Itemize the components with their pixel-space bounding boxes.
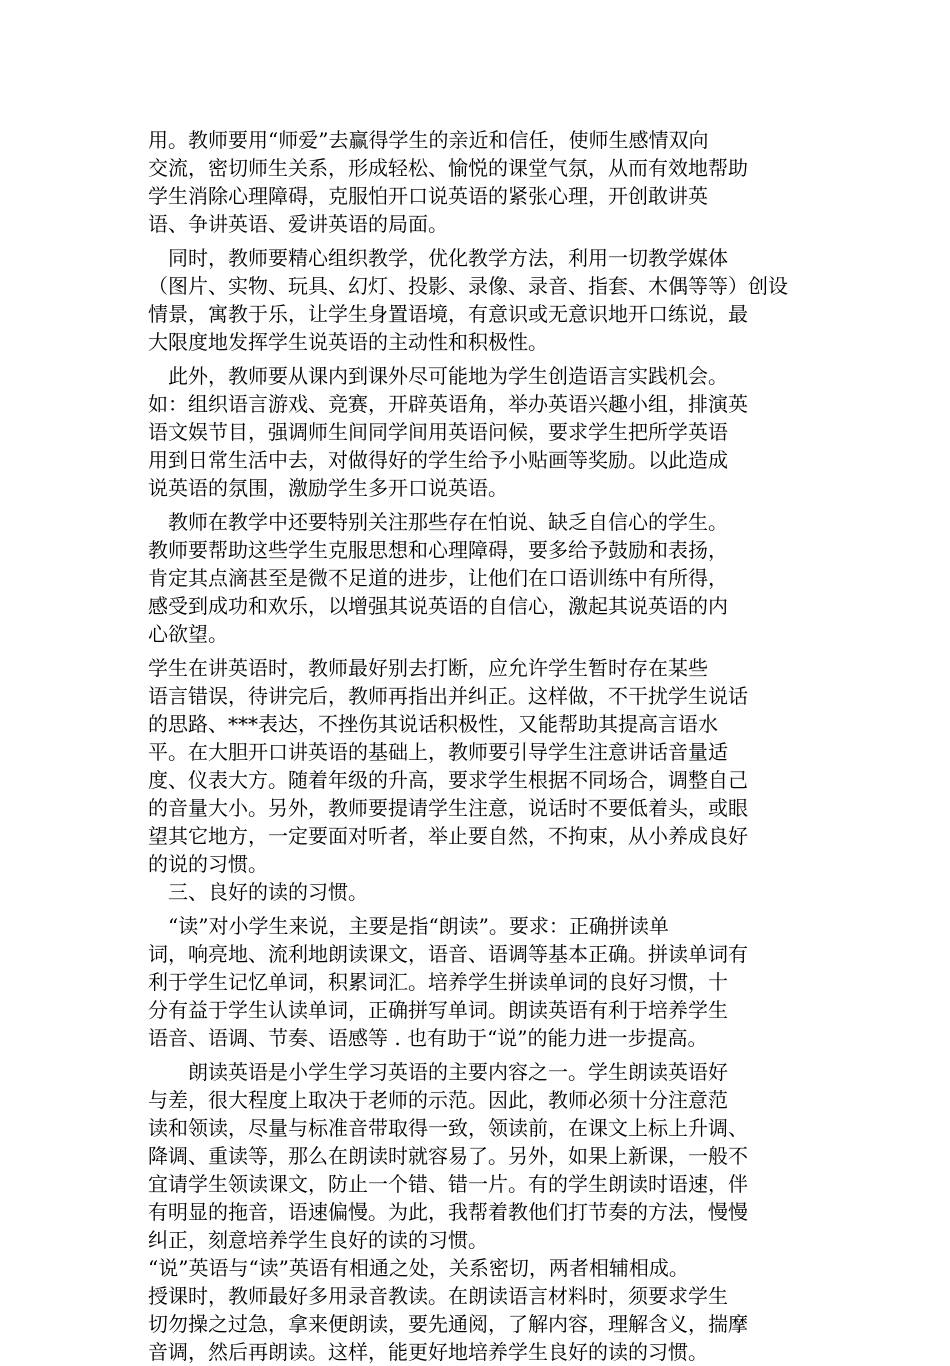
paragraph-shy-students — [148, 508, 798, 648]
section-heading: 三、良好的读的习惯。 — [148, 880, 368, 904]
text-line: 朗读英语是小学生学习英语的主要内容之一。学生朗读英语好 — [148, 1060, 728, 1084]
paragraph-practice-opportunities — [148, 362, 798, 502]
paragraph-no-interrupting — [148, 654, 798, 878]
text-line: 读和领读，尽量与标准音带取得一致，领读前，在课文上标上升调、 — [148, 1116, 748, 1140]
text-line: 度、仪表大方。随着年级的升高，要求学生根据不同场合，调整自己 — [148, 768, 748, 792]
text-line: 教师要帮助这些学生克服思想和心理障碍，要多给予鼓励和表扬， — [148, 538, 728, 562]
text-line: 望其它地方，一定要面对听者，举止要自然，不拘束，从小养成良好 — [148, 824, 748, 848]
text-line: 语音、语调、节奏、语感等 . 也有助于“说”的能力进一步提高。 — [148, 1026, 708, 1050]
section-heading-reading-habits — [148, 878, 798, 906]
text-line: 语言错误，待讲完后，教师再指出并纠正。这样做，不干扰学生说话 — [148, 684, 748, 708]
text-line: 与差，很大程度上取决于老师的示范。因此，教师必须十分注意范 — [148, 1088, 728, 1112]
text-line: 同时，教师要精心组织教学，优化教学方法，利用一切教学媒体 — [148, 246, 728, 270]
text-line: 学生消除心理障碍，克服怕开口说英语的紧张心理，开创敢讲英 — [148, 184, 708, 208]
paragraph-teacher-love — [148, 126, 798, 238]
text-line: 切勿操之过急，拿来便朗读，要先通阅，了解内容，理解含义，揣摩 — [148, 1312, 748, 1336]
text-line: “说”英语与“读”英语有相通之处，关系密切，两者相辅相成。 — [148, 1256, 689, 1280]
text-line: 感受到成功和欢乐，以增强其说英语的自信心，激起其说英语的内 — [148, 594, 728, 618]
text-line: “读”对小学生来说，主要是指“朗读”。要求：正确拼读单 — [148, 914, 669, 938]
text-line: （图片、实物、玩具、幻灯、投影、录像、录音、指套、木偶等等）创设 — [148, 274, 788, 298]
text-line: 用。教师要用“师爱”去赢得学生的亲近和信任，使师生感情双向 — [148, 128, 709, 152]
text-line: 如：组织语言游戏、竞赛，开辟英语角，举办英语兴趣小组，排演英 — [148, 392, 748, 416]
paragraph-reading-aloud — [148, 1058, 798, 1254]
text-line: 交流，密切师生关系，形成轻松、愉悦的课堂气氛，从而有效地帮助 — [148, 156, 748, 180]
text-line: 心欲望。 — [148, 622, 228, 646]
text-line: 的思路、***表达，不挫伤其说话积极性，又能帮助其提高言语水 — [148, 712, 718, 736]
text-line: 肯定其点滴甚至是微不足道的进步，让他们在口语训练中有所得， — [148, 566, 728, 590]
text-line: 词，响亮地、流利地朗读课文，语音、语调等基本正确。拼读单词有 — [148, 942, 748, 966]
text-line: 音调，然后再朗读。这样，能更好地培养学生良好的读的习惯。 — [148, 1340, 708, 1364]
text-line: 授课时，教师最好多用录音教读。在朗读语言材料时，须要求学生 — [148, 1284, 728, 1308]
paragraph-reading-definition — [148, 912, 798, 1052]
paragraph-teaching-methods — [148, 244, 798, 356]
text-line: 教师在教学中还要特别关注那些存在怕说、缺乏自信心的学生。 — [148, 510, 728, 534]
text-line: 宜请学生领读课文，防止一个错、错一片。有的学生朗读时语速，伴 — [148, 1172, 748, 1196]
text-line: 学生在讲英语时，教师最好别去打断，应允许学生暂时存在某些 — [148, 656, 708, 680]
text-line: 的音量大小。另外，教师要提请学生注意，说话时不要低着头，或眼 — [148, 796, 748, 820]
text-line: 说英语的氛围，激励学生多开口说英语。 — [148, 476, 508, 500]
text-line: 语文娱节目，强调师生间同学间用英语问候，要求学生把所学英语 — [148, 420, 728, 444]
text-line: 有明显的拖音，语速偏慢。为此，我帮着教他们打节奏的方法，慢慢 — [148, 1200, 748, 1224]
text-line: 分有益于学生认读单词，正确拼写单词。朗读英语有利于培养学生 — [148, 998, 728, 1022]
text-line: 纠正，刻意培养学生良好的读的习惯。 — [148, 1228, 488, 1252]
text-line: 语、争讲英语、爱讲英语的局面。 — [148, 212, 448, 236]
text-line: 此外，教师要从课内到课外尽可能地为学生创造语言实践机会。 — [148, 364, 728, 388]
text-line: 平。在大胆开口讲英语的基础上，教师要引导学生注意讲话音量适 — [148, 740, 728, 764]
text-line: 情景，寓教于乐，让学生身置语境，有意识或无意识地开口练说，最 — [148, 302, 748, 326]
text-line: 的说的习惯。 — [148, 852, 268, 876]
document-body — [148, 126, 798, 1366]
text-line: 利于学生记忆单词，积累词汇。培养学生拼读单词的良好习惯，十 — [148, 970, 728, 994]
paragraph-speaking-and-reading — [148, 1254, 798, 1366]
text-line: 降调、重读等，那么在朗读时就容易了。另外，如果上新课，一般不 — [148, 1144, 748, 1168]
text-line: 用到日常生活中去，对做得好的学生给予小贴画等奖励。以此造成 — [148, 448, 728, 472]
text-line: 大限度地发挥学生说英语的主动性和积极性。 — [148, 330, 548, 354]
